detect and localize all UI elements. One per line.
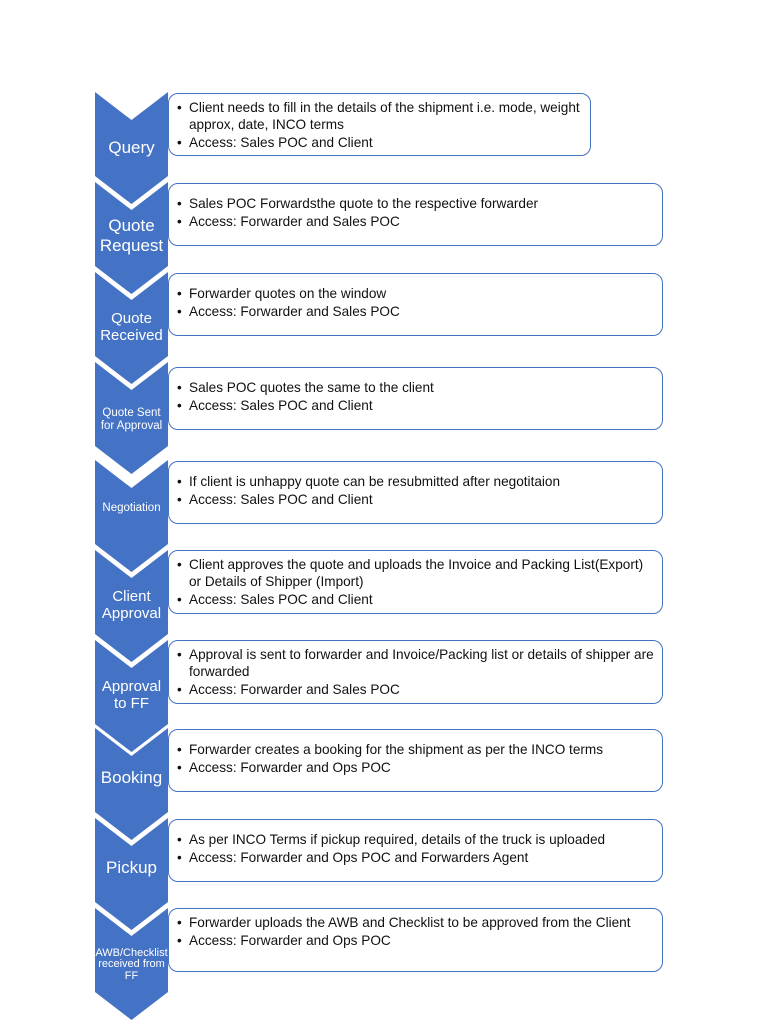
step-detail-box [168,729,663,792]
bullet-item: • Sales POC Forwardsthe quote to the respective forwarder [177,196,539,211]
bullet-item: • Access: Sales POC and Client [177,492,373,507]
bullet-item: • Forwarder quotes on the window [177,286,387,301]
step-detail-box [168,93,591,156]
step-label: AWB/Checklist received from FF [95,946,168,982]
step-label: Approval to FF [101,677,162,712]
bullet-item: • Access: Forwarder and Ops POC [177,933,391,948]
bullet-item: • Access: Sales POC and Client [177,135,373,150]
bullet-item: • Access: Forwarder and Sales POC [177,214,400,229]
step-label: Pickup [105,858,158,878]
bullet-item: • Forwarder creates a booking for the shipment as per the INCO terms [177,742,604,757]
bullet-item: • Access: Forwarder and Sales POC [177,682,400,697]
step-detail-box [168,819,663,882]
step-detail-box [168,367,663,430]
bullet-item: • Access: Sales POC and Client [177,398,373,413]
bullet-item: • Access: Sales POC and Client [177,592,373,607]
bullet-item: • Forwarder uploads the AWB and Checklist to be approved from the Client [177,915,631,930]
step-label: Quote Received [100,309,163,344]
bullet-item: • Access: Forwarder and Ops POC [177,760,391,775]
bullet-item: • Sales POC quotes the same to the client [177,380,434,395]
bullet-item: • Client needs to fill in the details of the shipment i.e. mode, weight approx, date, INCO terms [177,100,580,132]
bullet-item: • Client approves the quote and uploads the Invoice and Packing List(Export) or Details of Shipper (Import) [177,557,644,589]
step-detail-box [168,183,663,246]
step-detail-box [168,461,663,524]
step-label: Quote Sent for Approval [100,406,163,432]
step-detail-box [168,640,663,704]
bullet-item: • Approval is sent to forwarder and Invoice/Packing list or details of shipper are forwarded [177,647,654,679]
step-detail-box [168,273,663,336]
step-label: Query [108,138,155,158]
bullet-item: • As per INCO Terms if pickup required, details of the truck is uploaded [177,832,606,847]
step-label: Booking [100,768,163,788]
step-label: Quote Request [99,216,164,255]
bullet-item: • Access: Forwarder and Ops POC and Forwarders Agent [177,850,529,865]
step-label: Client Approval [101,587,162,622]
bullet-item: • Access: Forwarder and Sales POC [177,304,400,319]
step-detail-box [168,908,663,972]
step-detail-box [168,550,663,614]
bullet-item: • If client is unhappy quote can be resubmitted after negotitaion [177,474,561,489]
step-label: Negotiation [102,502,161,515]
